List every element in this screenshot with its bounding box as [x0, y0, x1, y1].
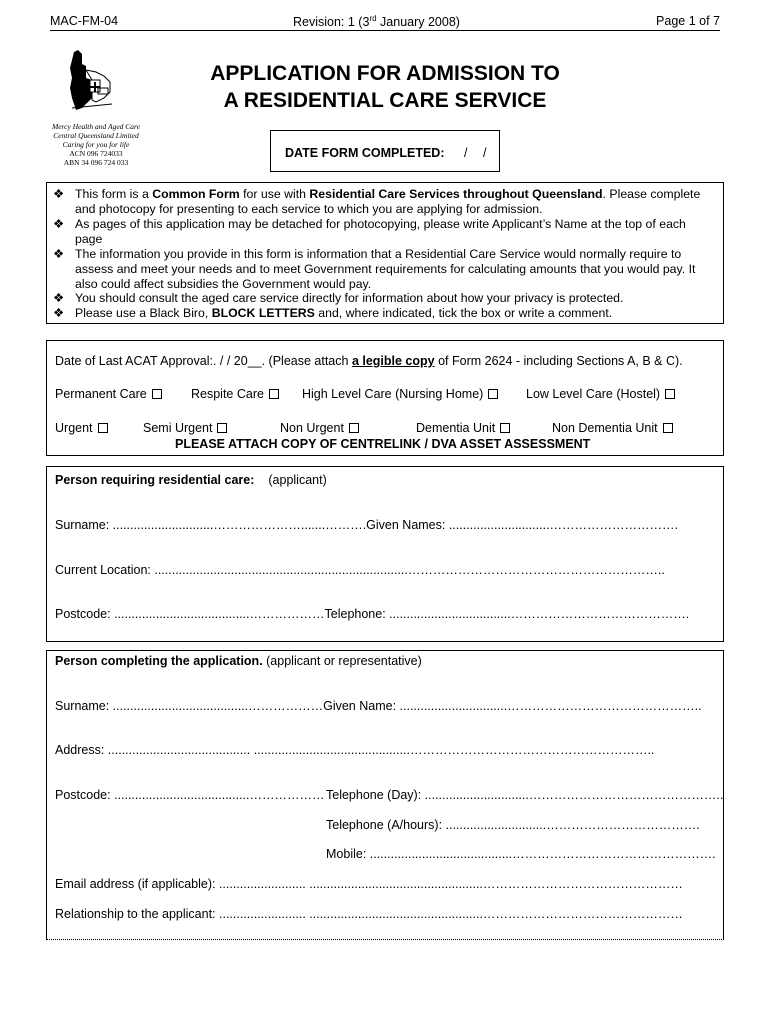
- instruction-item: ❖ The information you provide in this form is information that a Residential Care Service would normally require to assess and meet your needs and to meet Government requirements for calculating amounts that you would pay. It also could affect subsidies the Government would pay.: [53, 247, 696, 291]
- completer-postcode-field[interactable]: Postcode: .......................................………………: [55, 788, 325, 802]
- instruction-item: ❖ As pages of this application may be detached for photocopying, please write Applicant’s Name at the top of each page: [53, 217, 686, 246]
- completer-mobile-field[interactable]: Mobile: .........................................………………………………………….: [326, 847, 716, 861]
- applicant-heading: Person requiring residential care: (applicant): [55, 473, 327, 487]
- date-completed-field[interactable]: DATE FORM COMPLETED: / /: [270, 130, 500, 172]
- organisation-details: Mercy Health and Aged Care Central Queensland Limited Caring for you for life ACN 096 724033 ABN 34 096 724 033: [51, 122, 141, 167]
- completer-section: [46, 650, 724, 940]
- acat-section: [46, 340, 724, 456]
- checkbox-low-level-care[interactable]: Low Level Care (Hostel): [526, 387, 675, 401]
- date-completed-label: DATE FORM COMPLETED:: [285, 146, 445, 160]
- completer-email-field[interactable]: Email address (if applicable): ......................... ..................................................…………………………………………: [55, 877, 683, 891]
- bullet-icon: ❖: [53, 306, 65, 320]
- centrelink-attach-note: PLEASE ATTACH COPY OF CENTRELINK / DVA ASSET ASSESSMENT: [175, 437, 591, 451]
- completer-telephone-day-field[interactable]: Telephone (Day): ..............................………………………………………..: [326, 788, 724, 802]
- revision-info: Revision: 1 (3rd January 2008): [293, 14, 460, 30]
- instruction-item: ❖ Please use a Black Biro, BLOCK LETTERS and, where indicated, tick the box or write a comment.: [53, 306, 613, 320]
- bullet-icon: ❖: [53, 217, 65, 231]
- applicant-name-field[interactable]: Surname: .............................………………….......……….Given Names: .............................………………………….: [55, 518, 679, 532]
- instruction-item: ❖ You should consult the aged care service directly for information about how your privacy is protected.: [53, 291, 624, 305]
- checkbox-dementia-unit[interactable]: Dementia Unit: [416, 421, 510, 435]
- checkbox-non-urgent[interactable]: Non Urgent: [280, 421, 359, 435]
- form-code: MAC-FM-04: [50, 14, 119, 28]
- form-title: APPLICATION FOR ADMISSION TO A RESIDENTIAL CARE SERVICE: [210, 62, 560, 112]
- applicant-section: [46, 466, 724, 642]
- checkbox-respite-care[interactable]: Respite Care: [191, 387, 279, 401]
- completer-telephone-after-hours-field[interactable]: Telephone (A/hours): .............................……………………………….: [326, 818, 700, 832]
- organisation-logo: [52, 48, 142, 118]
- bullet-icon: ❖: [53, 247, 65, 261]
- completer-address-field[interactable]: Address: ......................................... .............................................…………………………………………………..: [55, 743, 655, 757]
- instructions-box: [46, 182, 724, 324]
- checkbox-urgent[interactable]: Urgent: [55, 421, 108, 435]
- checkbox-permanent-care[interactable]: Permanent Care: [55, 387, 162, 401]
- completer-relationship-field[interactable]: Relationship to the applicant: ......................... ..................................................…………………………………………: [55, 907, 683, 921]
- acat-approval-date[interactable]: Date of Last ACAT Approval:. / / 20__. (Please attach a legible copy of Form 2624 - including Sections A, B & C).: [55, 354, 683, 368]
- applicant-postcode-phone-field[interactable]: Postcode: .......................................………………Telephone: ...................................…………………………………….: [55, 607, 690, 621]
- page-number: Page 1 of 7: [656, 14, 720, 28]
- instruction-item: ❖ This form is a Common Form for use with Residential Care Services throughout Queensland. Please complete and photocopy for presenting to each service to which you are applying for admission.: [53, 187, 701, 216]
- completer-heading: Person completing the application. (applicant or representative): [55, 654, 422, 668]
- checkbox-high-level-care[interactable]: High Level Care (Nursing Home): [302, 387, 498, 401]
- checkbox-semi-urgent[interactable]: Semi Urgent: [143, 421, 227, 435]
- header-divider: [50, 30, 720, 31]
- applicant-location-field[interactable]: Current Location: .........................................................................……………………………………………………..: [55, 563, 665, 577]
- completer-name-field[interactable]: Surname: .......................................………………Given Name: ...............................………………………………………..: [55, 699, 702, 713]
- checkbox-non-dementia-unit[interactable]: Non Dementia Unit: [552, 421, 673, 435]
- bullet-icon: ❖: [53, 291, 65, 305]
- bullet-icon: ❖: [53, 187, 65, 201]
